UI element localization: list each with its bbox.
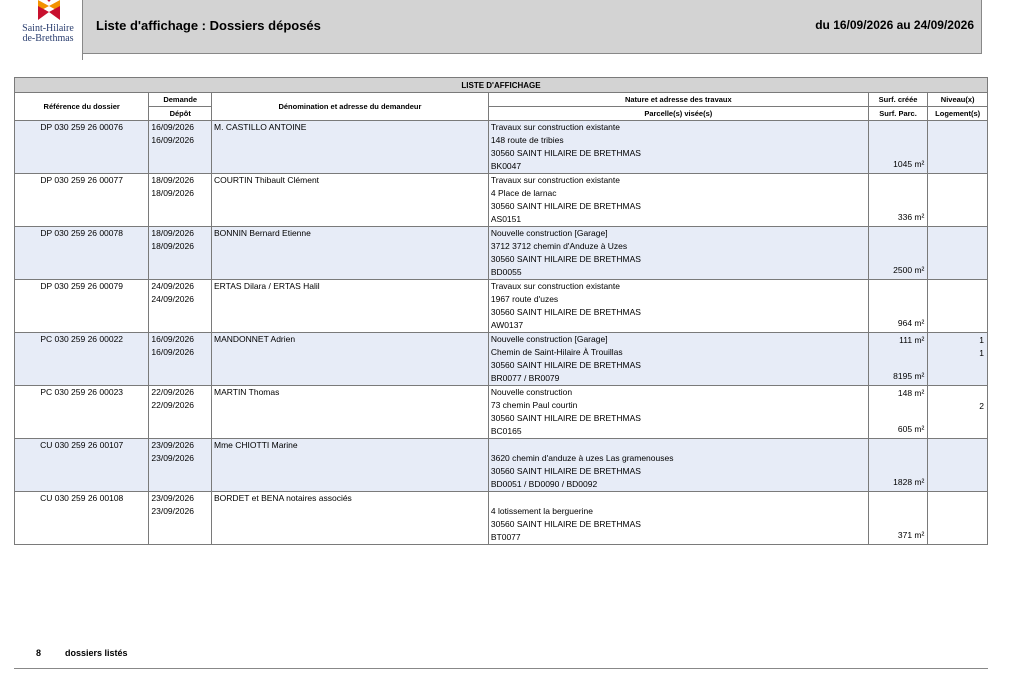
surf-parc: 8195 m² bbox=[893, 371, 925, 381]
header-demande: Demande bbox=[149, 93, 212, 107]
depot-date: 22/09/2026 bbox=[151, 400, 194, 410]
table-row bbox=[15, 174, 988, 227]
depot-date: 18/09/2026 bbox=[151, 188, 194, 198]
nature-line: Nouvelle construction [Garage] bbox=[490, 228, 608, 238]
page-title: Liste d'affichage : Dossiers déposés bbox=[96, 18, 321, 33]
applicant-cell: COURTIN Thibault Clément bbox=[212, 174, 489, 227]
count-label: dossiers listés bbox=[65, 648, 128, 658]
surf-parc: 336 m² bbox=[897, 212, 925, 222]
reference-cell: DP 030 259 26 00078 bbox=[15, 227, 149, 280]
nature-cell bbox=[488, 333, 868, 386]
dates-cell bbox=[149, 439, 212, 492]
table-row bbox=[15, 280, 988, 333]
count-value: 8 bbox=[36, 648, 42, 658]
nature-line: Nouvelle construction bbox=[490, 387, 573, 397]
table-row bbox=[15, 386, 988, 439]
surface-cell bbox=[868, 174, 928, 227]
nature-line: 4 Place de larnac bbox=[490, 188, 557, 198]
nature-line: 30560 SAINT HILAIRE DE BRETHMAS bbox=[490, 201, 641, 211]
nature-line bbox=[491, 492, 866, 505]
demande-date: 23/09/2026 bbox=[151, 440, 194, 450]
levels-cell bbox=[928, 439, 988, 492]
depot-date: 24/09/2026 bbox=[151, 294, 194, 304]
applicant-cell: BORDET et BENA notaires associés bbox=[212, 492, 489, 545]
nature-line: Nouvelle construction [Garage] bbox=[490, 334, 608, 344]
reference-cell: PC 030 259 26 00023 bbox=[15, 386, 149, 439]
dossier-count bbox=[36, 648, 128, 658]
nature-line: 30560 SAINT HILAIRE DE BRETHMAS bbox=[490, 413, 641, 423]
depot-date: 23/09/2026 bbox=[151, 506, 194, 516]
logement-value: 1 bbox=[979, 348, 984, 358]
nature-line: 30560 SAINT HILAIRE DE BRETHMAS bbox=[490, 519, 641, 529]
nature-cell bbox=[488, 386, 868, 439]
reference-cell: CU 030 259 26 00107 bbox=[15, 439, 149, 492]
table-row bbox=[15, 439, 988, 492]
nature-line: BR0077 / BR0079 bbox=[490, 373, 560, 383]
applicant-cell: ERTAS Dilara / ERTAS Halil bbox=[212, 280, 489, 333]
nature-line: AW0137 bbox=[490, 320, 524, 330]
surface-cell bbox=[868, 492, 928, 545]
nature-line: Travaux sur construction existante bbox=[490, 122, 620, 132]
surf-parc: 964 m² bbox=[897, 318, 925, 328]
logo-text-line2: de-Brethmas bbox=[22, 33, 74, 44]
nature-line: BT0077 bbox=[490, 532, 521, 542]
levels-cell bbox=[928, 121, 988, 174]
nature-line: AS0151 bbox=[490, 214, 522, 224]
nature-line: Travaux sur construction existante bbox=[490, 175, 620, 185]
surface-cell bbox=[868, 386, 928, 439]
header-reference: Référence du dossier bbox=[15, 93, 149, 121]
reference-cell: PC 030 259 26 00022 bbox=[15, 333, 149, 386]
nature-line: 30560 SAINT HILAIRE DE BRETHMAS bbox=[490, 360, 641, 370]
header-surf-creee: Surf. créée bbox=[868, 93, 928, 107]
nature-line: 30560 SAINT HILAIRE DE BRETHMAS bbox=[490, 307, 641, 317]
niveau-value: 1 bbox=[979, 335, 984, 345]
dates-cell bbox=[149, 333, 212, 386]
surf-parc: 1828 m² bbox=[893, 477, 925, 487]
dates-cell bbox=[149, 492, 212, 545]
depot-date: 16/09/2026 bbox=[151, 347, 194, 357]
surf-creee: 148 m² bbox=[897, 388, 925, 398]
depot-date: 16/09/2026 bbox=[151, 135, 194, 145]
applicant-cell: BONNIN Bernard Etienne bbox=[212, 227, 489, 280]
nature-line: 73 chemin Paul courtin bbox=[490, 400, 578, 410]
nature-line: 30560 SAINT HILAIRE DE BRETHMAS bbox=[490, 466, 641, 476]
surf-parc: 371 m² bbox=[897, 530, 925, 540]
reference-cell: DP 030 259 26 00079 bbox=[15, 280, 149, 333]
surf-parc: 1045 m² bbox=[893, 159, 925, 169]
logement-value: 2 bbox=[979, 401, 984, 411]
demande-date: 22/09/2026 bbox=[151, 387, 194, 397]
applicant-cell: Mme CHIOTTI Marine bbox=[212, 439, 489, 492]
applicant-cell: M. CASTILLO ANTOINE bbox=[212, 121, 489, 174]
table-row bbox=[15, 121, 988, 174]
surface-cell bbox=[868, 121, 928, 174]
nature-line: 30560 SAINT HILAIRE DE BRETHMAS bbox=[490, 254, 641, 264]
nature-line: 4 lotissement la berguerine bbox=[490, 506, 593, 516]
dates-cell bbox=[149, 227, 212, 280]
header-denomination: Dénomination et adresse du demandeur bbox=[212, 93, 489, 121]
nature-cell bbox=[488, 174, 868, 227]
surface-cell bbox=[868, 439, 928, 492]
header-surf-parc: Surf. Parc. bbox=[868, 107, 928, 121]
table-row bbox=[15, 227, 988, 280]
town-logo bbox=[14, 0, 83, 60]
reference-cell: DP 030 259 26 00076 bbox=[15, 121, 149, 174]
surface-cell bbox=[868, 333, 928, 386]
nature-line: Chemin de Saint-Hilaire À Trouillas bbox=[490, 347, 623, 357]
nature-line: BC0165 bbox=[490, 426, 522, 436]
listing-table bbox=[14, 77, 988, 545]
nature-line: BD0051 / BD0090 / BD0092 bbox=[490, 479, 598, 489]
surf-parc: 605 m² bbox=[897, 424, 925, 434]
logo-text-line1: Saint-Hilaire bbox=[22, 23, 74, 34]
dates-cell bbox=[149, 386, 212, 439]
list-title: LISTE D'AFFICHAGE bbox=[15, 78, 988, 93]
reference-cell: CU 030 259 26 00108 bbox=[15, 492, 149, 545]
surf-parc: 2500 m² bbox=[893, 265, 925, 275]
header-parcelles: Parcelle(s) visée(s) bbox=[488, 107, 868, 121]
demande-date: 18/09/2026 bbox=[151, 175, 194, 185]
surf-creee: 111 m² bbox=[899, 335, 925, 345]
table-row bbox=[15, 492, 988, 545]
depot-date: 18/09/2026 bbox=[151, 241, 194, 251]
nature-line: 30560 SAINT HILAIRE DE BRETHMAS bbox=[490, 148, 641, 158]
levels-cell bbox=[928, 333, 988, 386]
nature-line bbox=[491, 439, 866, 452]
nature-cell bbox=[488, 439, 868, 492]
nature-line: Travaux sur construction existante bbox=[490, 281, 620, 291]
table-row bbox=[15, 333, 988, 386]
demande-date: 24/09/2026 bbox=[151, 281, 194, 291]
levels-cell bbox=[928, 280, 988, 333]
demande-date: 18/09/2026 bbox=[151, 228, 194, 238]
nature-line: BD0055 bbox=[490, 267, 522, 277]
logo-text bbox=[14, 24, 82, 44]
levels-cell bbox=[928, 492, 988, 545]
dates-cell bbox=[149, 280, 212, 333]
dates-cell bbox=[149, 121, 212, 174]
applicant-cell: MARTIN Thomas bbox=[212, 386, 489, 439]
demande-date: 16/09/2026 bbox=[151, 122, 194, 132]
levels-cell bbox=[928, 174, 988, 227]
header-nature: Nature et adresse des travaux bbox=[488, 93, 868, 107]
nature-cell bbox=[488, 280, 868, 333]
nature-line: 3620 chemin d'anduze à uzes Las gramenouses bbox=[490, 453, 674, 463]
applicant-cell: MANDONNET Adrien bbox=[212, 333, 489, 386]
nature-line: 3712 3712 chemin d'Anduze à Uzes bbox=[490, 241, 628, 251]
nature-line: 1967 route d'uzes bbox=[490, 294, 559, 304]
nature-line: BK0047 bbox=[490, 161, 522, 171]
header-logements: Logement(s) bbox=[928, 107, 988, 121]
logo-emblem-icon bbox=[38, 0, 60, 20]
nature-cell bbox=[488, 227, 868, 280]
header-niveaux: Niveau(x) bbox=[928, 93, 988, 107]
header-depot: Dépôt bbox=[149, 107, 212, 121]
demande-date: 23/09/2026 bbox=[151, 493, 194, 503]
nature-cell bbox=[488, 492, 868, 545]
nature-line: 148 route de tribies bbox=[490, 135, 564, 145]
levels-cell bbox=[928, 386, 988, 439]
levels-cell bbox=[928, 227, 988, 280]
nature-cell bbox=[488, 121, 868, 174]
dates-cell bbox=[149, 174, 212, 227]
date-range: du 16/09/2026 au 24/09/2026 bbox=[815, 18, 974, 32]
footer-divider bbox=[14, 668, 988, 669]
demande-date: 16/09/2026 bbox=[151, 334, 194, 344]
surface-cell bbox=[868, 280, 928, 333]
depot-date: 23/09/2026 bbox=[151, 453, 194, 463]
reference-cell: DP 030 259 26 00077 bbox=[15, 174, 149, 227]
surface-cell bbox=[868, 227, 928, 280]
